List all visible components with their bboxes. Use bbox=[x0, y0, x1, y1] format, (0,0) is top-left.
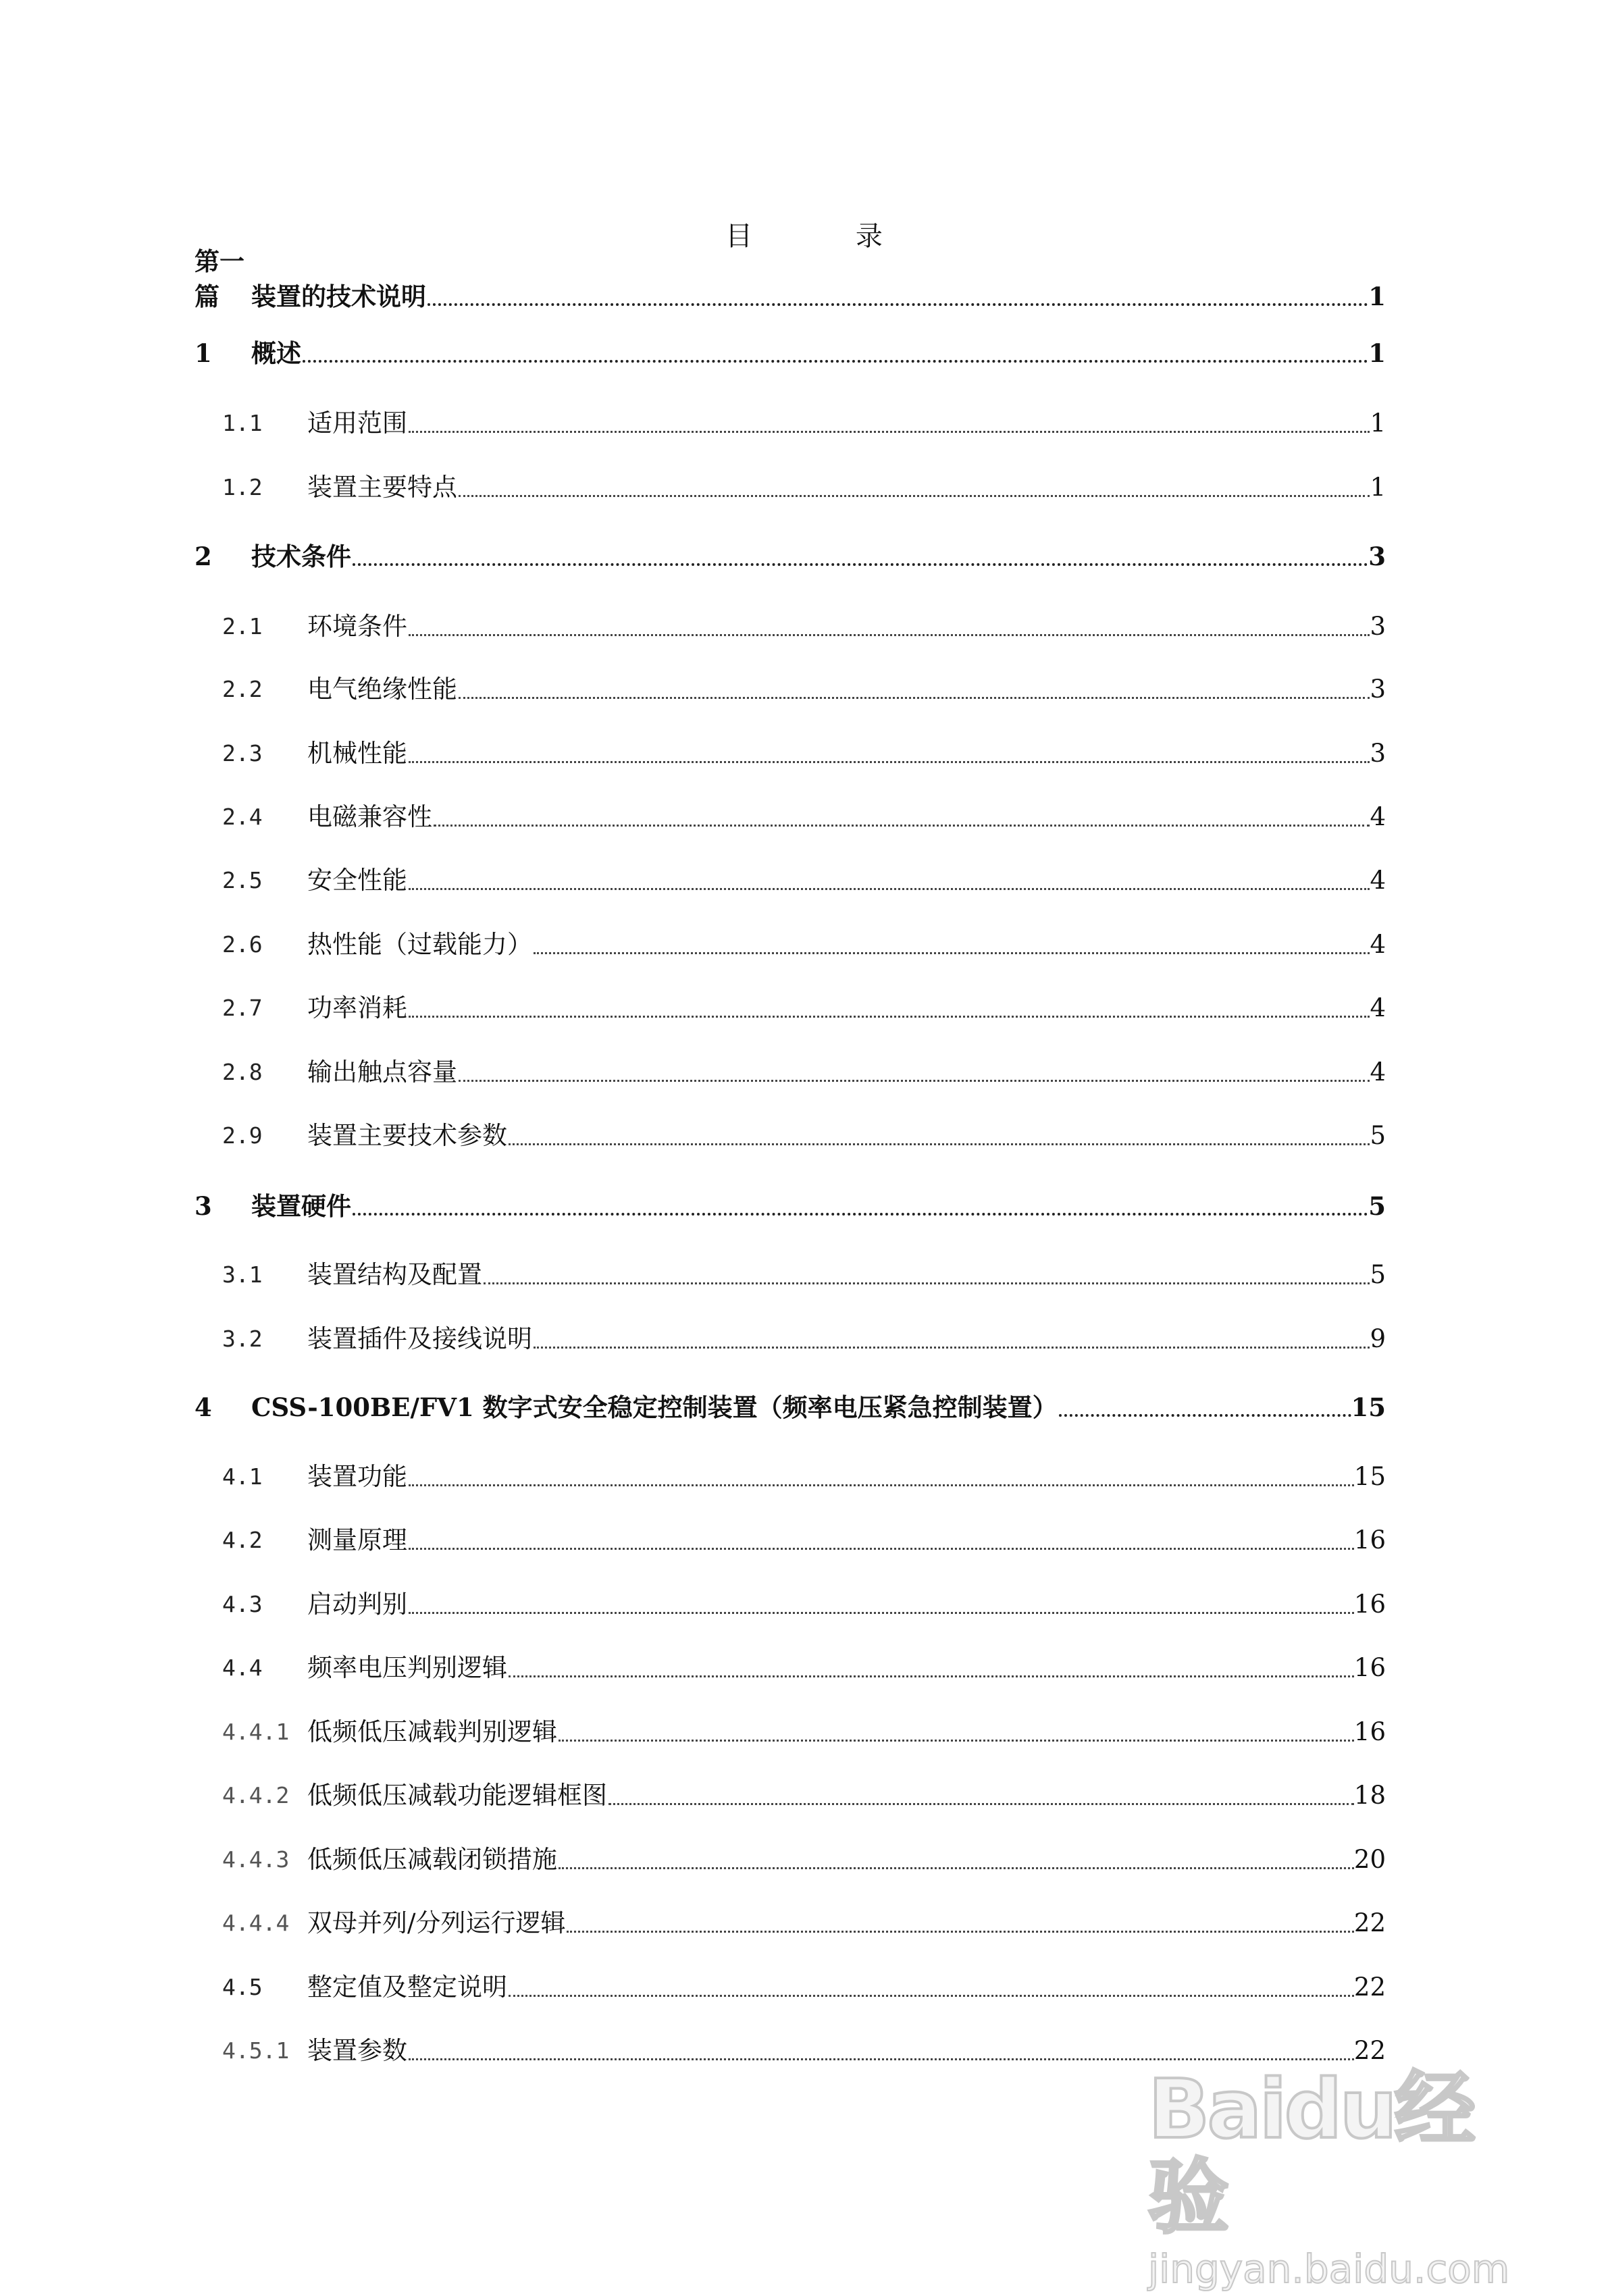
toc-entry-title: 低频低压减载判别逻辑 bbox=[307, 1717, 557, 1746]
toc-entry-title: 低频低压减载闭锁措施 bbox=[307, 1845, 557, 1874]
toc-entry[interactable] bbox=[194, 336, 1386, 371]
toc-entry[interactable] bbox=[194, 1587, 1386, 1622]
toc-dot-leader bbox=[507, 1118, 1370, 1153]
toc-entry[interactable] bbox=[194, 470, 1386, 505]
toc-entry-number: 3.2 bbox=[222, 1326, 263, 1352]
toc-entry-number: 1.1 bbox=[222, 410, 263, 436]
toc-entry-title: 装置插件及接线说明 bbox=[307, 1324, 532, 1353]
toc-title: 目 录 bbox=[725, 221, 930, 252]
toc-entry[interactable] bbox=[194, 1970, 1386, 2005]
toc-entry[interactable] bbox=[194, 1189, 1386, 1224]
toc-entry-page: 15 bbox=[1351, 1392, 1386, 1422]
toc-entry-title: 功率消耗 bbox=[307, 993, 407, 1022]
toc-entry-number: 3.1 bbox=[222, 1261, 263, 1288]
toc-entry[interactable] bbox=[194, 1778, 1386, 1813]
toc-entry[interactable] bbox=[194, 672, 1386, 707]
toc-entry-number: 2.7 bbox=[222, 995, 263, 1021]
baidu-jingyan-watermark bbox=[1148, 2063, 1526, 2292]
toc-entry-number: 4.4 bbox=[222, 1654, 263, 1681]
toc-dot-leader bbox=[407, 1587, 1354, 1622]
toc-entry-title: 装置的技术说明 bbox=[251, 282, 426, 311]
toc-entry-title: 装置功能 bbox=[307, 1462, 407, 1491]
toc-entry-title: 适用范围 bbox=[307, 409, 407, 438]
toc-entry-number: 2.5 bbox=[222, 867, 263, 893]
toc-entry[interactable] bbox=[194, 1523, 1386, 1558]
toc-entry-page: 16 bbox=[1353, 1717, 1386, 1746]
toc-entry-number: 2.6 bbox=[222, 931, 263, 958]
toc-entry-number: 2.3 bbox=[222, 740, 263, 766]
toc-dot-leader bbox=[1058, 1390, 1351, 1425]
toc-entry-number: 2.9 bbox=[222, 1122, 263, 1149]
toc-dot-leader bbox=[532, 927, 1370, 962]
toc-dot-leader bbox=[407, 991, 1370, 1026]
watermark-logo: Baidu经验 bbox=[1148, 2063, 1473, 2245]
toc-dot-leader bbox=[557, 1715, 1354, 1750]
toc-entry-number: 1.2 bbox=[222, 474, 263, 500]
toc-entry-number: 4.2 bbox=[222, 1527, 263, 1553]
toc-entry-title: 装置结构及配置 bbox=[307, 1260, 482, 1289]
toc-entry-number: 3 bbox=[194, 1191, 212, 1221]
toc-dot-leader bbox=[482, 1257, 1370, 1293]
toc-entry-title: 输出触点容量 bbox=[307, 1058, 457, 1087]
toc-dot-leader bbox=[432, 800, 1370, 835]
toc-entry-number: 2.2 bbox=[222, 676, 263, 702]
toc-entry-page: 15 bbox=[1353, 1462, 1386, 1491]
toc-entry-page: 22 bbox=[1353, 1908, 1386, 1937]
toc-entry-page: 16 bbox=[1353, 1590, 1386, 1619]
toc-dot-leader bbox=[407, 1459, 1354, 1494]
toc-entry-number: 4.3 bbox=[222, 1591, 263, 1617]
toc-entry-number: 第一篇 bbox=[194, 246, 244, 311]
toc-entry-page: 1 bbox=[1370, 473, 1386, 502]
toc-entry-number: 4.5.1 bbox=[222, 2037, 290, 2064]
toc-entry-page: 16 bbox=[1353, 1653, 1386, 1682]
toc-entry-title: 环境条件 bbox=[307, 612, 407, 641]
watermark-url: jingyan.baidu.com bbox=[1148, 2246, 1510, 2292]
toc-entry-title: 装置主要技术参数 bbox=[307, 1121, 507, 1150]
toc-entry[interactable] bbox=[194, 246, 1386, 314]
toc-entry-number: 4.5 bbox=[222, 1974, 263, 2000]
toc-entry-page: 4 bbox=[1370, 866, 1386, 895]
toc-dot-leader bbox=[565, 1906, 1353, 1941]
toc-entry[interactable] bbox=[194, 1257, 1386, 1293]
toc-entry-number: 4.4.4 bbox=[222, 1910, 290, 1936]
toc-entry-page: 5 bbox=[1370, 1121, 1386, 1150]
toc-entry[interactable] bbox=[194, 863, 1386, 898]
toc-entry-page: 20 bbox=[1353, 1845, 1386, 1874]
toc-entry[interactable] bbox=[194, 1118, 1386, 1153]
toc-entry-page: 16 bbox=[1353, 1525, 1386, 1555]
toc-entry-number: 4.4.1 bbox=[222, 1719, 290, 1745]
toc-entry-title: 热性能（过载能力） bbox=[307, 930, 532, 959]
toc-entry-page: 5 bbox=[1370, 1260, 1386, 1289]
toc-entry[interactable] bbox=[194, 800, 1386, 835]
toc-dot-leader bbox=[407, 406, 1370, 441]
toc-entry-title: 装置主要特点 bbox=[307, 473, 457, 502]
toc-dot-leader bbox=[351, 1189, 1368, 1224]
toc-entry-page: 3 bbox=[1370, 739, 1386, 768]
toc-entry[interactable] bbox=[194, 1842, 1386, 1877]
toc-entry-title: 电磁兼容性 bbox=[307, 802, 432, 831]
toc-entry[interactable] bbox=[194, 539, 1386, 574]
toc-entry[interactable] bbox=[194, 1650, 1386, 1686]
toc-entry-title: 安全性能 bbox=[307, 866, 407, 895]
toc-entry-title: 频率电压判别逻辑 bbox=[307, 1653, 507, 1682]
toc-entry-page: 22 bbox=[1353, 1973, 1386, 2002]
toc-entry-page: 4 bbox=[1370, 930, 1386, 959]
toc-entry[interactable] bbox=[194, 1390, 1386, 1425]
toc-entry-number: 4.1 bbox=[222, 1463, 263, 1490]
toc-dot-leader bbox=[557, 1842, 1354, 1877]
toc-entry-title: 低频低压减载功能逻辑框图 bbox=[307, 1781, 607, 1810]
toc-entry-number: 2.8 bbox=[222, 1059, 263, 1085]
toc-dot-leader bbox=[351, 539, 1368, 574]
toc-entry-title: 启动判别 bbox=[307, 1590, 407, 1619]
toc-entry-page: 18 bbox=[1353, 1781, 1386, 1810]
toc-dot-leader bbox=[507, 1650, 1354, 1686]
toc-dot-leader bbox=[607, 1778, 1354, 1813]
toc-entry-title: 测量原理 bbox=[307, 1525, 407, 1555]
toc-entry-page: 1 bbox=[1368, 338, 1386, 368]
toc-entry-number: 4 bbox=[194, 1392, 212, 1422]
toc-entry-title: 电气绝缘性能 bbox=[307, 675, 457, 704]
toc-entry-title: 装置参数 bbox=[307, 2036, 407, 2065]
toc-entry-number: 4.4.3 bbox=[222, 1846, 290, 1873]
toc-entry-title: 双母并列/分列运行逻辑 bbox=[307, 1908, 566, 1937]
toc-dot-leader bbox=[457, 672, 1370, 707]
toc-entry-title: 装置硬件 bbox=[251, 1191, 351, 1221]
toc-entry-title: 整定值及整定说明 bbox=[307, 1973, 507, 2002]
toc-dot-leader bbox=[407, 1523, 1354, 1558]
toc-entry-page: 3 bbox=[1370, 675, 1386, 704]
toc-dot-leader bbox=[407, 609, 1370, 644]
toc-entry[interactable] bbox=[194, 736, 1386, 771]
toc-entry[interactable] bbox=[194, 1906, 1386, 1941]
toc-entry-page: 1 bbox=[1370, 409, 1386, 438]
toc-entry-page: 9 bbox=[1370, 1324, 1386, 1353]
toc-dot-leader bbox=[457, 1055, 1370, 1090]
toc-dot-leader bbox=[407, 863, 1370, 898]
toc-entry-page: 4 bbox=[1370, 993, 1386, 1022]
toc-entry-number: 2.1 bbox=[222, 613, 263, 640]
toc-entry[interactable] bbox=[194, 1715, 1386, 1750]
toc-entry-page: 22 bbox=[1353, 2036, 1386, 2065]
toc-dot-leader bbox=[507, 1970, 1354, 2005]
toc-entry-title: 技术条件 bbox=[251, 542, 351, 571]
toc-entry-page: 4 bbox=[1370, 802, 1386, 831]
toc-entry-number: 2 bbox=[194, 542, 212, 571]
toc-entry[interactable] bbox=[194, 991, 1386, 1026]
toc-dot-leader bbox=[457, 470, 1370, 505]
toc-entry-title: CSS-100BE/FV1 数字式安全稳定控制装置（频率电压紧急控制装置） bbox=[251, 1392, 1058, 1422]
toc-entry[interactable] bbox=[194, 927, 1386, 962]
toc-entry-title: 机械性能 bbox=[307, 739, 407, 768]
toc-entry-page: 1 bbox=[1368, 282, 1386, 311]
toc-entry[interactable] bbox=[194, 609, 1386, 644]
toc-dot-leader bbox=[532, 1322, 1370, 1357]
toc-entry[interactable] bbox=[194, 406, 1386, 441]
toc-entry-page: 5 bbox=[1368, 1191, 1386, 1221]
toc-entry-number: 2.4 bbox=[222, 804, 263, 830]
toc-entry[interactable] bbox=[194, 1055, 1386, 1090]
toc-entry-page: 3 bbox=[1370, 612, 1386, 641]
toc-dot-leader bbox=[301, 336, 1368, 371]
toc-entry-page: 4 bbox=[1370, 1058, 1386, 1087]
toc-entry-number: 4.4.2 bbox=[222, 1782, 290, 1808]
toc-dot-leader bbox=[407, 736, 1370, 771]
toc-dot-leader bbox=[426, 279, 1368, 314]
toc-entry[interactable] bbox=[194, 1459, 1386, 1494]
toc-entry[interactable] bbox=[194, 1322, 1386, 1357]
toc-entry-page: 3 bbox=[1368, 542, 1386, 571]
toc-entry-title: 概述 bbox=[251, 338, 301, 368]
toc-entry-number: 1 bbox=[194, 338, 212, 368]
